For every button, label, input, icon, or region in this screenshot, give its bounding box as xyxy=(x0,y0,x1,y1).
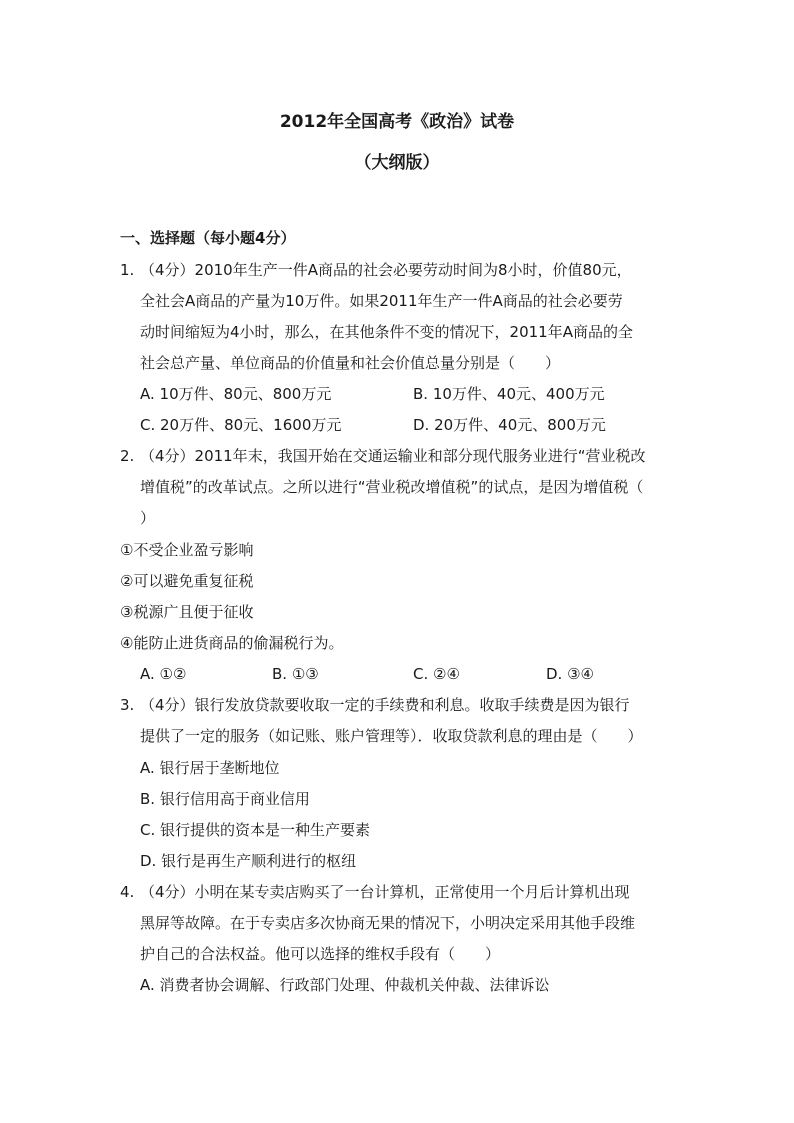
question-4-line: 护自己的合法权益。他可以选择的维权手段有（ ） xyxy=(140,945,501,963)
question-2-statement: ①不受企业盈亏影响 xyxy=(120,541,254,559)
question-1-line: 全社会A商品的产量为10万件。如果2011年生产一件A商品的社会必要劳 xyxy=(140,292,623,310)
question-3-option-b: B. 银行信用高于商业信用 xyxy=(140,790,310,808)
question-2-line: ） xyxy=(140,509,156,527)
question-2-line: 增值税”的改革试点。之所以进行“营业税改增值税”的试点，是因为增值税（ xyxy=(140,478,644,496)
question-1-option-b: B. 10万件、40元、400万元 xyxy=(413,385,605,403)
section-heading: 一、选择题（每小题4分） xyxy=(120,229,296,247)
question-4-number: 4. xyxy=(120,883,135,901)
question-1-line: （4分）2010年生产一件A商品的社会必要劳动时间为8小时，价值80元， xyxy=(140,261,632,279)
question-3-option-d: D. 银行是再生产顺利进行的枢纽 xyxy=(140,852,357,870)
question-2-number: 2. xyxy=(120,447,135,465)
question-4-line: （4分）小明在某专卖店购买了一台计算机，正常使用一个月后计算机出现 xyxy=(140,883,630,901)
question-2-option-c: C. ②④ xyxy=(413,665,460,683)
question-2-statement: ②可以避免重复征税 xyxy=(120,572,254,590)
question-2-line: （4分）2011年末，我国开始在交通运输业和部分现代服务业进行“营业税改 xyxy=(140,447,646,465)
question-1-option-d: D. 20万件、40元、800万元 xyxy=(413,416,606,434)
question-2-option-d: D. ③④ xyxy=(546,665,594,683)
question-3-option-c: C. 银行提供的资本是一种生产要素 xyxy=(140,821,371,839)
question-3-line: 提供了一定的服务（如记账、账户管理等）．收取贷款利息的理由是（ ） xyxy=(140,727,643,745)
question-3-line: （4分）银行发放贷款要收取一定的手续费和利息。收取手续费是因为银行 xyxy=(140,696,630,714)
question-4-option-a: A. 消费者协会调解、行政部门处理、仲裁机关仲裁、法律诉讼 xyxy=(140,976,550,994)
page-title: 2012年全国高考《政治》试卷 xyxy=(279,112,515,132)
question-1-option-c: C. 20万件、80元、1600万元 xyxy=(140,416,342,434)
question-2-statement: ④能防止进货商品的偷漏税行为。 xyxy=(120,634,344,652)
question-3-number: 3. xyxy=(120,696,135,714)
question-2-statement: ③税源广且便于征收 xyxy=(120,603,254,621)
question-3-option-a: A. 银行居于垄断地位 xyxy=(140,759,280,777)
question-1-line: 动时间缩短为4小时，那么，在其他条件不变的情况下，2011年A商品的全 xyxy=(140,323,633,341)
question-1-number: 1. xyxy=(120,261,135,279)
question-2-option-a: A. ①② xyxy=(140,665,187,683)
question-4-line: 黑屏等故障。在于专卖店多次协商无果的情况下，小明决定采用其他手段维 xyxy=(140,914,636,932)
question-1-line: 社会总产量、单位商品的价值量和社会价值总量分别是（ ） xyxy=(140,354,561,372)
page-subtitle: （大纲版） xyxy=(354,153,440,173)
question-1-option-a: A. 10万件、80元、800万元 xyxy=(140,385,332,403)
question-2-option-b: B. ①③ xyxy=(272,665,319,683)
